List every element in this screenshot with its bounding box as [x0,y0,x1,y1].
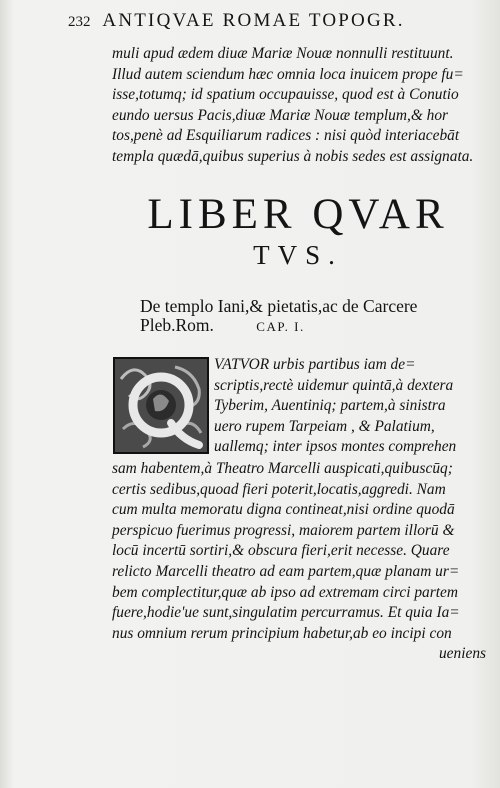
text-line: VATVOR urbis partibus iam de= [214,356,416,373]
opening-paragraph-start [214,355,486,458]
text-line: eundo uersus Pacis,diuæ Mariæ Nouæ templum,& hor [112,106,449,124]
chapter-heading [140,297,480,336]
text-line: locū incertū sortiri,& obscura fieri,erit necesse. Quare [112,542,450,560]
text-line: bem complectitur,quæ ab ipso ad extremam circi partem [112,583,458,601]
book-title-continuation: TVS. [253,240,343,270]
text-line: nus omnium rerum principium habetur,ab eo incipi con [112,624,452,642]
page-number: 232 [68,14,91,30]
text-line: cum multa memoratu digna contineat,nisi ordine quodā [112,501,455,519]
text-line: perspicuo fuerimus progressi, maiorem partem illorū & [112,521,455,539]
running-title: ANTIQVAE ROMAE TOPOGR. [102,10,405,31]
text-line: Illud autem sciendum hæc omnia loca inuicem prope fu= [112,65,464,83]
text-line: uallemq; inter ipsos montes comprehen [214,438,457,456]
text-line: scriptis,rectè uidemur quintā,à dextera [214,376,454,394]
text-line: uero rupem Tarpeiam , & Palatium, [214,417,435,435]
text-line: Tyberim, Auentiniq; partem,à sinistra [214,397,446,415]
closing-paragraph [112,44,484,168]
chapter-title-line2 [140,316,480,336]
text-line: tos,penè ad Esquiliarum radices : nisi quòd interiacebāt [112,127,460,145]
chapter-title-line: De templo Iani,& pietatis,ac de Carcere [140,296,418,316]
text-line: templa quædā,quibus superius à nobis sedes est assignata. [112,147,474,165]
catchword: ueniens [438,645,486,663]
decorated-initial-q-icon [115,359,207,452]
chapter-title-end: Pleb.Rom. [140,315,214,335]
running-head [68,10,488,32]
text-line: sam habentem,à Theatro Marcelli auspicati,quibuscūq; [112,460,453,477]
text-line: relicto Marcelli theatro ad eam partem,quæ planam ur= [112,562,460,580]
chapter-number: CAP. I. [256,319,305,334]
decorated-initial [113,357,209,454]
text-line: isse,totumq; id spatium occupauisse, quod est à Conutio [112,86,459,104]
text-line: certis sedibus,quoad fieri poterit,locatis,aggredi. Nam [112,480,446,498]
book-title: LIBER QVAR [147,191,449,238]
text-line: muli apud ædem diuæ Mariæ Nouæ nonnulli restituunt. [112,45,454,62]
opening-paragraph-continuation [112,459,486,665]
text-line: fuere,hodie'ue sunt,singulatim percurramus. Et quia Ia= [112,604,460,622]
